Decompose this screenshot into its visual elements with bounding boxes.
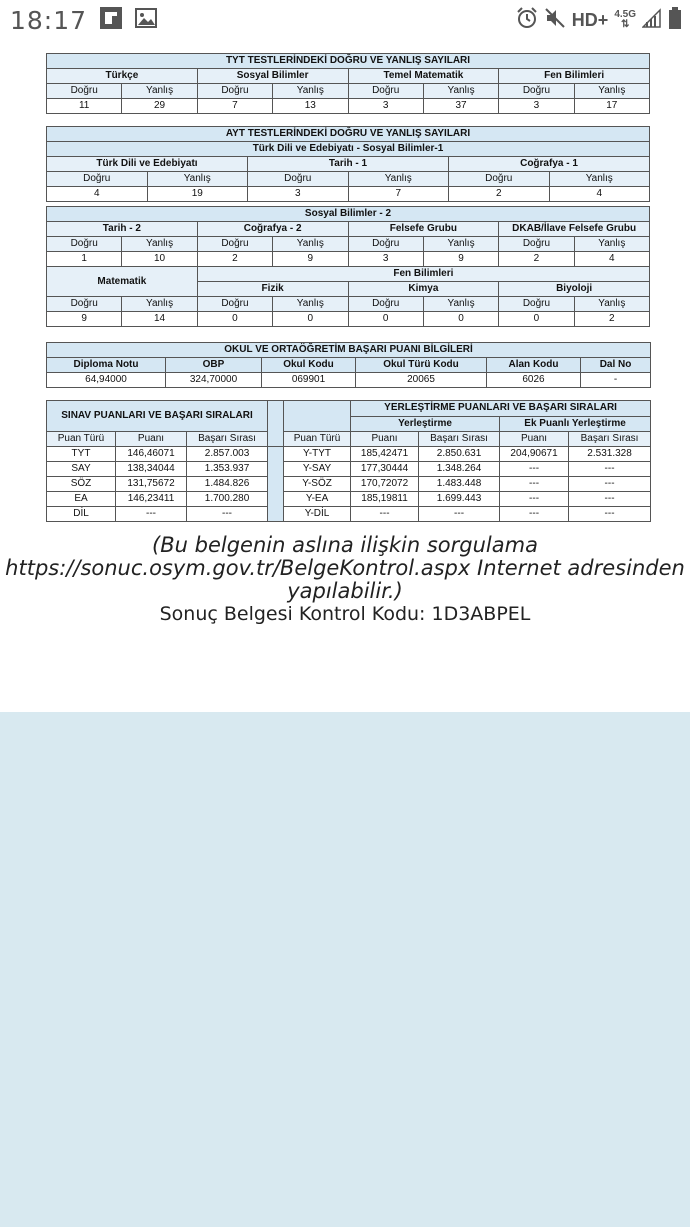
ayt-value: 2 <box>197 252 272 267</box>
okul-header: Alan Kodu <box>487 358 581 373</box>
empty-background <box>0 712 690 1227</box>
separator-cell <box>268 401 284 447</box>
dogru-header: Doğru <box>449 172 550 187</box>
yer-cell: Y-DİL <box>284 507 351 522</box>
yer-cell: --- <box>500 492 569 507</box>
tyt-value: 37 <box>423 99 498 114</box>
sinav-header: Başarı Sırası <box>187 432 268 447</box>
ayt-value: 0 <box>273 312 348 327</box>
sinav-cell: SAY <box>47 462 116 477</box>
okul-header: OBP <box>166 358 262 373</box>
ayt-value: 1 <box>47 252 122 267</box>
ayt-value: 0 <box>348 312 423 327</box>
clock: 18:17 <box>10 5 88 35</box>
tyt-subject: Türkçe <box>47 69 198 84</box>
yer-cell: 177,30444 <box>351 462 419 477</box>
yer-cell: Y-SAY <box>284 462 351 477</box>
dogru-header: Doğru <box>197 237 272 252</box>
okul-header: Dal No <box>581 358 651 373</box>
blank-header <box>284 401 351 432</box>
yer-header: Puanı <box>500 432 569 447</box>
sinav-cell: EA <box>47 492 116 507</box>
signal-icon <box>642 8 662 33</box>
sinav-cell: --- <box>187 507 268 522</box>
tyt-value: 3 <box>499 99 574 114</box>
sinav-cell: DİL <box>47 507 116 522</box>
ayt-group1: Türk Dili ve Edebiyatı - Sosyal Bilimler-1 <box>47 142 650 157</box>
yer-cell: --- <box>500 507 569 522</box>
tyt-value: 29 <box>122 99 197 114</box>
tyt-value: 3 <box>348 99 423 114</box>
ayt-subject: DKAB/İlave Felsefe Grubu <box>499 222 650 237</box>
ayt-value: 9 <box>273 252 348 267</box>
sinav-cell: SÖZ <box>47 477 116 492</box>
yer-cell: --- <box>569 477 651 492</box>
okul-value: 20065 <box>356 373 487 388</box>
yer-cell: 2.850.631 <box>419 447 500 462</box>
ayt-table-2 <box>46 206 650 327</box>
ayt-value: 0 <box>423 312 498 327</box>
tyt-value: 11 <box>47 99 122 114</box>
yer-cell: 1.699.443 <box>419 492 500 507</box>
ayt-subject: Tarih - 1 <box>248 157 449 172</box>
okul-header: Okul Türü Kodu <box>356 358 487 373</box>
dogru-header: Doğru <box>197 84 272 99</box>
ayt-subject: Coğrafya - 2 <box>197 222 348 237</box>
flipboard-icon <box>99 6 123 35</box>
okul-table <box>46 342 651 388</box>
ayt-subject: Türk Dili ve Edebiyatı <box>47 157 248 172</box>
ayt-value: 19 <box>147 187 248 202</box>
matematik-label: Matematik <box>47 267 198 297</box>
ayt-value: 0 <box>197 312 272 327</box>
yer-cell: 1.348.264 <box>419 462 500 477</box>
sinav-header: Puanı <box>116 432 187 447</box>
yer-cell: Y-SÖZ <box>284 477 351 492</box>
dogru-header: Doğru <box>248 172 349 187</box>
yer-header: Puan Türü <box>284 432 351 447</box>
yer-cell: 185,42471 <box>351 447 419 462</box>
tyt-value: 17 <box>574 99 649 114</box>
yer-cell: --- <box>500 477 569 492</box>
dogru-header: Doğru <box>47 172 148 187</box>
yer-cell: --- <box>419 507 500 522</box>
yer-cell: Y-TYT <box>284 447 351 462</box>
tyt-subject: Fen Bilimleri <box>499 69 650 84</box>
okul-header: Okul Kodu <box>262 358 356 373</box>
yanlis-header: Yanlış <box>273 84 348 99</box>
sinav-cell: 146,46071 <box>116 447 187 462</box>
separator-cell <box>268 447 284 522</box>
network-label: HD+ <box>571 9 609 30</box>
yanlis-header: Yanlış <box>549 172 650 187</box>
tyt-table <box>46 53 650 114</box>
ayt-value: 3 <box>248 187 349 202</box>
yer-cell: --- <box>569 492 651 507</box>
yer-cell: --- <box>569 507 651 522</box>
sinav-cell: --- <box>116 507 187 522</box>
sinav-title: SINAV PUANLARI VE BAŞARI SIRALARI <box>47 401 268 432</box>
yanlis-header: Yanlış <box>423 297 498 312</box>
dogru-header: Doğru <box>348 84 423 99</box>
sinav-cell: 138,34044 <box>116 462 187 477</box>
yer-cell: --- <box>351 507 419 522</box>
dogru-header: Doğru <box>197 297 272 312</box>
yanlis-header: Yanlış <box>574 297 649 312</box>
dogru-header: Doğru <box>499 237 574 252</box>
ayt-value: 4 <box>47 187 148 202</box>
yer-cell: --- <box>500 462 569 477</box>
fen-subject: Biyoloji <box>499 282 650 297</box>
result-document <box>0 40 690 712</box>
yanlis-header: Yanlış <box>273 297 348 312</box>
ayt-subject: Felsefe Grubu <box>348 222 499 237</box>
yerlestirme-sub: Yerleştirme <box>351 416 500 432</box>
sinav-cell: 146,23411 <box>116 492 187 507</box>
battery-icon <box>668 7 682 34</box>
dogru-header: Doğru <box>499 297 574 312</box>
image-icon <box>135 8 157 33</box>
yer-cell: 1.483.448 <box>419 477 500 492</box>
yanlis-header: Yanlış <box>423 237 498 252</box>
ayt-value: 9 <box>47 312 122 327</box>
ayt-value: 10 <box>122 252 197 267</box>
ayt-subject: Tarih - 2 <box>47 222 198 237</box>
okul-value: - <box>581 373 651 388</box>
mute-icon <box>544 7 566 34</box>
fen-subject: Kimya <box>348 282 499 297</box>
yer-header: Başarı Sırası <box>569 432 651 447</box>
yer-cell: Y-EA <box>284 492 351 507</box>
fen-label: Fen Bilimleri <box>197 267 649 282</box>
yanlis-header: Yanlış <box>122 297 197 312</box>
okul-value: 069901 <box>262 373 356 388</box>
ayt-value: 7 <box>348 187 449 202</box>
dogru-header: Doğru <box>348 237 423 252</box>
yer-header: Puanı <box>351 432 419 447</box>
ayt-subject: Coğrafya - 1 <box>449 157 650 172</box>
ek-puanli-sub: Ek Puanlı Yerleştirme <box>500 416 651 432</box>
ayt-value: 2 <box>499 252 574 267</box>
sinav-cell: 1.353.937 <box>187 462 268 477</box>
yanlis-header: Yanlış <box>147 172 248 187</box>
yer-cell: 204,90671 <box>500 447 569 462</box>
okul-value: 6026 <box>487 373 581 388</box>
sinav-cell: 131,75672 <box>116 477 187 492</box>
dogru-header: Doğru <box>47 84 122 99</box>
yer-cell: --- <box>569 462 651 477</box>
note-line: yapılabilir.) <box>287 579 403 603</box>
yanlis-header: Yanlış <box>348 172 449 187</box>
dogru-header: Doğru <box>499 84 574 99</box>
yer-header: Başarı Sırası <box>419 432 500 447</box>
yanlis-header: Yanlış <box>273 237 348 252</box>
puan-table <box>46 400 651 522</box>
dogru-header: Doğru <box>47 297 122 312</box>
yanlis-header: Yanlış <box>122 237 197 252</box>
network-speed: 4.5G ⇅ <box>614 9 636 30</box>
alarm-icon <box>516 7 538 34</box>
tyt-subject: Temel Matematik <box>348 69 499 84</box>
dogru-header: Doğru <box>348 297 423 312</box>
yanlis-header: Yanlış <box>423 84 498 99</box>
ayt-value: 2 <box>574 312 649 327</box>
ayt-group2: Sosyal Bilimler - 2 <box>47 207 650 222</box>
tyt-value: 13 <box>273 99 348 114</box>
ayt-value: 2 <box>449 187 550 202</box>
ayt-value: 4 <box>574 252 649 267</box>
tyt-subject: Sosyal Bilimler <box>197 69 348 84</box>
yer-cell: 170,72072 <box>351 477 419 492</box>
status-bar <box>0 0 690 40</box>
yanlis-header: Yanlış <box>122 84 197 99</box>
control-code: Sonuç Belgesi Kontrol Kodu: 1D3ABPEL <box>159 603 531 625</box>
okul-value: 64,94000 <box>47 373 166 388</box>
sinav-cell: 1.700.280 <box>187 492 268 507</box>
tyt-value: 7 <box>197 99 272 114</box>
sinav-cell: 2.857.003 <box>187 447 268 462</box>
yer-cell: 2.531.328 <box>569 447 651 462</box>
ayt-value: 3 <box>348 252 423 267</box>
sinav-header: Puan Türü <box>47 432 116 447</box>
yanlis-header: Yanlış <box>574 84 649 99</box>
ayt-value: 9 <box>423 252 498 267</box>
note-line: (Bu belgenin aslına ilişkin sorgulama <box>152 533 538 557</box>
sinav-cell: 1.484.826 <box>187 477 268 492</box>
yanlis-header: Yanlış <box>574 237 649 252</box>
sinav-cell: TYT <box>47 447 116 462</box>
ayt-title: AYT TESTLERİNDEKİ DOĞRU VE YANLIŞ SAYILARI <box>47 127 650 142</box>
okul-value: 324,70000 <box>166 373 262 388</box>
yerlestirme-title: YERLEŞTİRME PUANLARI VE BAŞARI SIRALARI <box>351 401 651 417</box>
ayt-value: 14 <box>122 312 197 327</box>
ayt-table-1 <box>46 126 650 202</box>
verification-link[interactable]: https://sonuc.osym.gov.tr/BelgeKontrol.aspx Internet adresinden <box>5 556 685 580</box>
ayt-value: 0 <box>499 312 574 327</box>
okul-header: Diploma Notu <box>47 358 166 373</box>
dogru-header: Doğru <box>47 237 122 252</box>
verification-note <box>0 534 690 603</box>
tyt-title: TYT TESTLERİNDEKİ DOĞRU VE YANLIŞ SAYILARI <box>47 54 650 69</box>
fen-subject: Fizik <box>197 282 348 297</box>
okul-title: OKUL VE ORTAÖĞRETİM BAŞARI PUANI BİLGİLERİ <box>47 343 651 358</box>
ayt-value: 4 <box>549 187 650 202</box>
yer-cell: 185,19811 <box>351 492 419 507</box>
